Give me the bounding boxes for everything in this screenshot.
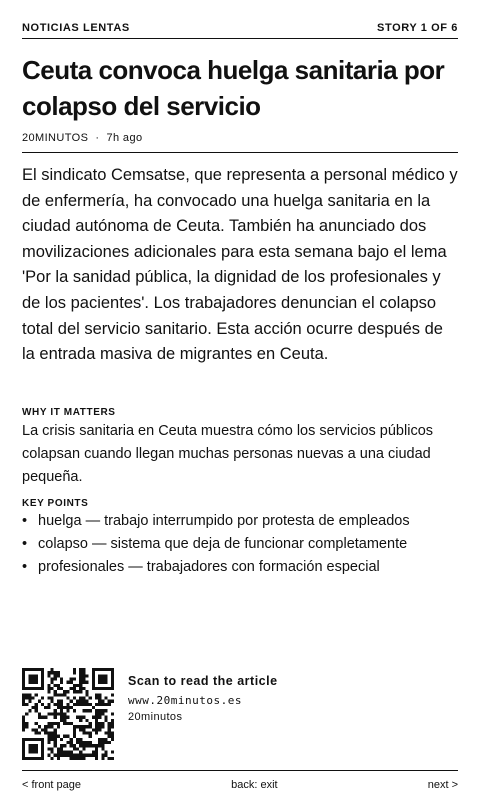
why-it-matters-label: WHY IT MATTERS (22, 407, 116, 418)
article-meta (22, 132, 142, 144)
top-bar (22, 19, 458, 37)
top-divider (22, 38, 458, 39)
article-url[interactable]: www.20minutos.es (128, 694, 242, 707)
bullet-icon: • (22, 513, 28, 529)
story-counter: STORY 1 OF 6 (377, 22, 458, 34)
front-page-link[interactable]: < front page (22, 779, 82, 791)
meta-separator: · (95, 132, 100, 144)
key-points-list (22, 510, 470, 579)
key-point-text: huelga — trabajo interrumpido por protesta de empleados (38, 513, 410, 529)
article-body: El sindicato Cemsatse, que representa a personal médico y de enfermería, ha convocado una huelga sanitaria en la ciudad autónoma de Ceuta. También ha anunciado dos movilizaciones adicionales para esta semana bajo el lema 'Por la sanidad pública, la dignidad de los profesionales y de los pacientes'. Los trabajadores denuncian el colapso total del servicio sanitario. Esta acción ocurre después de la entrada masiva de migrantes en Ceuta. (22, 166, 458, 364)
footer-nav (22, 779, 458, 795)
why-it-matters-text: La crisis sanitaria en Ceuta muestra cómo los servicios públicos colapsan cuando llegan muchas personas nuevas a una ciudad pequeña. (22, 423, 434, 485)
back-exit-button[interactable]: back: exit (231, 779, 278, 791)
key-point-item (22, 556, 470, 579)
bullet-icon: • (22, 559, 28, 575)
article-age: 7h ago (106, 132, 143, 144)
scan-source: 20minutos (128, 711, 183, 723)
qr-code-icon[interactable] (22, 668, 114, 760)
key-points-label: KEY POINTS (22, 498, 89, 509)
scan-info (128, 674, 278, 723)
key-point-item (22, 510, 470, 533)
article-source: 20MINUTOS (22, 132, 89, 144)
next-story-link[interactable]: next > (427, 779, 458, 791)
bottom-divider (22, 770, 458, 771)
bullet-icon: • (22, 536, 28, 552)
scan-title: Scan to read the article (128, 674, 278, 688)
meta-divider (22, 152, 458, 153)
key-point-text: colapso — sistema que deja de funcionar completamente (38, 536, 408, 552)
article-title: Ceuta convoca huelga sanitaria por colapso del servicio (22, 55, 445, 121)
section-name: NOTICIAS LENTAS (22, 22, 130, 34)
key-point-text: profesionales — trabajadores con formación especial (38, 559, 380, 575)
key-point-item (22, 533, 470, 556)
